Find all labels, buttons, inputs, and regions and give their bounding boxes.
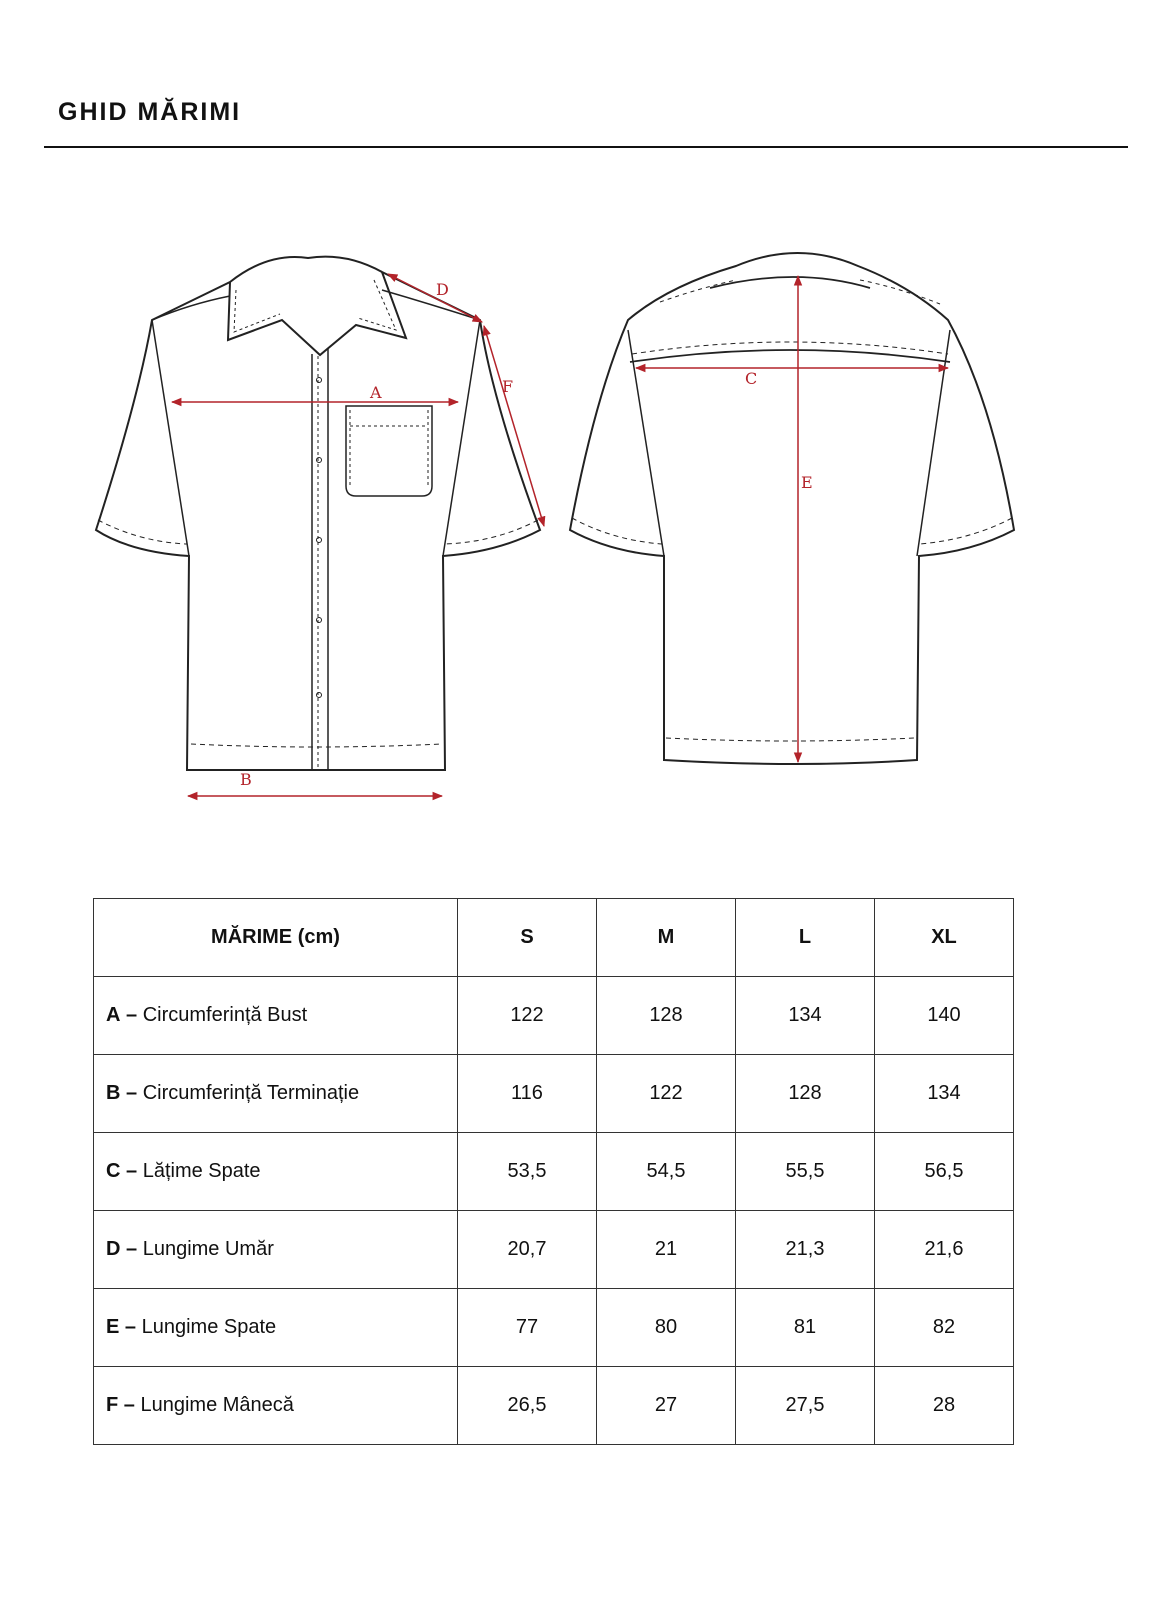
title-divider bbox=[44, 146, 1128, 148]
value-cell: 27 bbox=[597, 1367, 736, 1445]
value-cell: 56,5 bbox=[875, 1133, 1014, 1211]
front-button bbox=[317, 458, 322, 463]
row-name: Circumferință Bust bbox=[142, 1004, 308, 1026]
value-cell: 27,5 bbox=[736, 1367, 875, 1445]
row-letter: C bbox=[106, 1160, 121, 1182]
value-cell: 77 bbox=[458, 1289, 597, 1367]
front-sleeve-hem-right bbox=[445, 520, 538, 544]
value-cell: 53,5 bbox=[458, 1133, 597, 1211]
value-cell: 55,5 bbox=[736, 1133, 875, 1211]
row-label bbox=[94, 1367, 458, 1445]
row-dash: – bbox=[123, 1394, 135, 1416]
row-dash: – bbox=[126, 1004, 138, 1026]
header-size-label: MĂRIME (cm) bbox=[94, 899, 458, 977]
measure-label-f: F bbox=[502, 377, 514, 396]
front-collar bbox=[228, 272, 406, 355]
back-hem-stitch bbox=[666, 738, 915, 741]
row-letter: F bbox=[106, 1394, 119, 1416]
shirt-front-view bbox=[96, 257, 540, 770]
front-collar-stitch bbox=[234, 290, 280, 332]
row-dash: – bbox=[126, 1238, 138, 1260]
table-row bbox=[94, 1367, 1014, 1445]
shirt-diagram-svg bbox=[0, 230, 1172, 820]
header-size-m: M bbox=[597, 899, 736, 977]
table-row bbox=[94, 1055, 1014, 1133]
front-pocket bbox=[346, 406, 432, 496]
front-sleeve-hem-left bbox=[98, 520, 187, 544]
size-table bbox=[93, 898, 1014, 1445]
measure-label-a: A bbox=[370, 383, 382, 402]
row-letter: D bbox=[106, 1238, 121, 1260]
row-letter: B bbox=[106, 1082, 121, 1104]
front-collar-stitch-right bbox=[358, 280, 396, 330]
row-name: Lungime Umăr bbox=[142, 1238, 274, 1260]
front-yoke-left bbox=[152, 296, 230, 320]
value-cell: 134 bbox=[875, 1055, 1014, 1133]
row-label bbox=[94, 1289, 458, 1367]
table-row bbox=[94, 1211, 1014, 1289]
shirt-diagram bbox=[0, 230, 1172, 820]
front-button bbox=[317, 538, 322, 543]
measure-label-e: E bbox=[801, 473, 813, 492]
front-button bbox=[317, 618, 322, 623]
row-dash: – bbox=[126, 1082, 138, 1104]
value-cell: 128 bbox=[736, 1055, 875, 1133]
measure-label-c: C bbox=[745, 369, 758, 388]
value-cell: 134 bbox=[736, 977, 875, 1055]
value-cell: 21,6 bbox=[875, 1211, 1014, 1289]
front-sleeve-seam-right bbox=[443, 320, 480, 556]
value-cell: 28 bbox=[875, 1367, 1014, 1445]
back-yoke bbox=[630, 350, 950, 362]
value-cell: 54,5 bbox=[597, 1133, 736, 1211]
value-cell: 21 bbox=[597, 1211, 736, 1289]
row-name: Circumferință Terminație bbox=[142, 1082, 360, 1104]
row-label bbox=[94, 1211, 458, 1289]
header-size-l: L bbox=[736, 899, 875, 977]
value-cell: 122 bbox=[597, 1055, 736, 1133]
row-letter: A bbox=[106, 1004, 121, 1026]
value-cell: 116 bbox=[458, 1055, 597, 1133]
value-cell: 80 bbox=[597, 1289, 736, 1367]
value-cell: 81 bbox=[736, 1289, 875, 1367]
front-button bbox=[317, 693, 322, 698]
front-button bbox=[317, 378, 322, 383]
measure-label-b: B bbox=[240, 770, 252, 789]
value-cell: 21,3 bbox=[736, 1211, 875, 1289]
table-row bbox=[94, 977, 1014, 1055]
front-hem-stitch bbox=[191, 744, 441, 747]
table-header-row bbox=[94, 899, 1014, 977]
page-title: GHID MĂRIMI bbox=[58, 98, 242, 126]
row-label bbox=[94, 1133, 458, 1211]
row-name: Lățime Spate bbox=[142, 1160, 261, 1182]
value-cell: 140 bbox=[875, 977, 1014, 1055]
value-cell: 128 bbox=[597, 977, 736, 1055]
shirt-back-view bbox=[570, 253, 1014, 764]
value-cell: 122 bbox=[458, 977, 597, 1055]
value-cell: 20,7 bbox=[458, 1211, 597, 1289]
front-placket bbox=[312, 348, 328, 770]
row-dash: – bbox=[124, 1316, 137, 1338]
back-sleeve-hem-right bbox=[919, 518, 1012, 544]
measure-label-d: D bbox=[436, 280, 449, 299]
row-label bbox=[94, 977, 458, 1055]
header-size-s: S bbox=[458, 899, 597, 977]
table-row bbox=[94, 1133, 1014, 1211]
front-measurements bbox=[172, 274, 544, 796]
value-cell: 26,5 bbox=[458, 1367, 597, 1445]
back-sleeve-hem-left bbox=[572, 518, 662, 544]
back-measurements bbox=[636, 276, 948, 762]
row-dash: – bbox=[126, 1160, 138, 1182]
back-yoke-stitch bbox=[632, 342, 948, 354]
header-size-xl: XL bbox=[875, 899, 1014, 977]
row-letter: E bbox=[106, 1316, 120, 1338]
value-cell: 82 bbox=[875, 1289, 1014, 1367]
front-sleeve-seam-left bbox=[152, 320, 189, 556]
row-name: Lungime Mânecă bbox=[140, 1394, 294, 1416]
back-sleeve-seam-left bbox=[628, 330, 664, 556]
back-sleeve-seam-right bbox=[917, 330, 950, 556]
back-collar bbox=[710, 277, 870, 288]
front-yoke-right bbox=[382, 290, 480, 320]
measure-line-d bbox=[388, 274, 482, 322]
back-outline bbox=[570, 253, 1014, 764]
measure-line-f bbox=[484, 326, 544, 526]
front-pocket-stitch bbox=[350, 410, 428, 488]
row-label bbox=[94, 1055, 458, 1133]
row-name: Lungime Spate bbox=[141, 1316, 277, 1338]
table-row bbox=[94, 1289, 1014, 1367]
